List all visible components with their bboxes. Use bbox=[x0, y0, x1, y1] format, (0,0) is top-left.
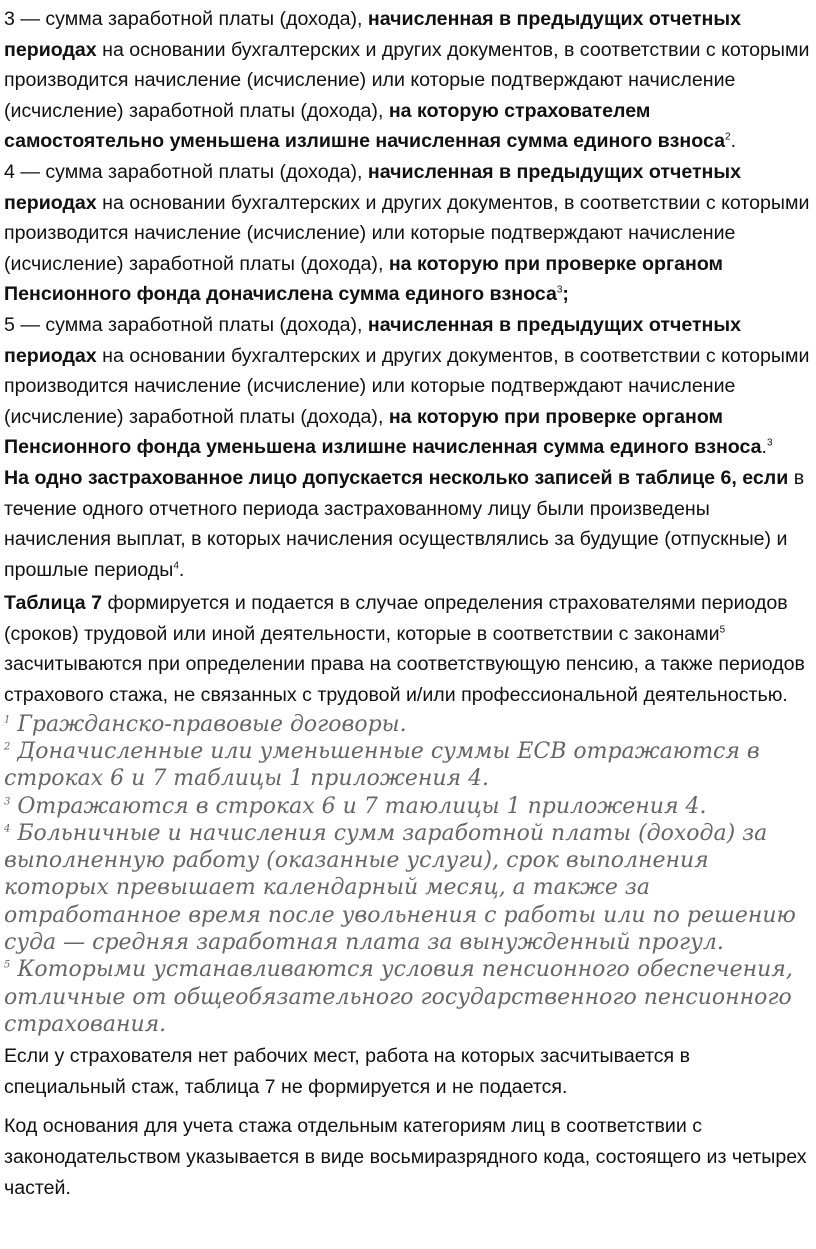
paragraph-multiple-records bbox=[4, 463, 812, 585]
footnote-number: 1 bbox=[4, 714, 11, 726]
text: формируется и подается в случае определения страхователями периодов (сроков) трудовой или иной деятельности, которые в соответствии с законами bbox=[4, 592, 788, 645]
text: на основании бухгалтерских и других документов, в соответствии с которыми производится начисление (исчисление) или которые подтверждают начисление (исчисление) заработной платы (дохода), bbox=[4, 38, 810, 122]
bold-text: начисленная в предыдущих отчетных периодах bbox=[4, 8, 742, 61]
text: 5 — сумма заработной платы (дохода), bbox=[4, 313, 368, 336]
footnote-number: 5 bbox=[4, 960, 11, 971]
paragraph-code-5 bbox=[4, 310, 812, 463]
text: на основании бухгалтерских и других документов, в соответствии с которыми производится начисление (исчисление) или которые подтверждают начисление (исчисление) заработной платы (дохода), bbox=[4, 191, 810, 275]
footnote-ref: 2 bbox=[725, 131, 731, 143]
bold-text: на которую страхователем самостоятельно уменьшена излишне начисленная сумма единого взноса bbox=[4, 99, 725, 153]
text: засчитываются при определении права на соответствующую пенсию, а также периодов страхового стажа, не связанных с трудовой и/или профессиональной деятельностью. bbox=[4, 653, 805, 707]
footnote-number: 4 bbox=[4, 823, 11, 835]
text: . bbox=[761, 436, 767, 459]
footnote-text: Отражаются в строках 6 и 7 таюлицы 1 приложения 4. bbox=[10, 793, 707, 819]
footnote-text: Гражданско-правовые договоры. bbox=[10, 711, 407, 737]
footnote-number: 2 bbox=[4, 741, 11, 753]
footnote-3 bbox=[4, 793, 812, 820]
paragraph-code-3 bbox=[4, 4, 812, 157]
footnote-1 bbox=[4, 711, 812, 738]
bold-text: на которую при проверке органом Пенсионного фонда доначислена сумма единого взноса bbox=[4, 252, 724, 306]
footnote-5 bbox=[4, 956, 812, 1038]
bold-text: На одно застрахованное лицо допускается несколько записей в таблице 6, если bbox=[4, 466, 789, 489]
paragraph-code-4 bbox=[4, 157, 812, 310]
footnote-text: Доначисленные или уменьшенные суммы ЕСВ отражаются в строках 6 и 7 таблицы 1 приложения 4. bbox=[4, 738, 760, 792]
text: в течение одного отчетного периода застрахованному лицу были произведены начисления выплат, в которых начисления осуществлялись за будущие (отпускные) и прошлые периоды bbox=[4, 466, 805, 581]
text: . bbox=[730, 130, 737, 153]
footnote-ref: 4 bbox=[173, 560, 179, 572]
bold-text: Таблица 7 bbox=[4, 592, 103, 615]
footnote-ref: 3 bbox=[556, 284, 563, 296]
footnote-text: Больничные и начисления сумм заработной платы (дохода) за выполненную работу (оказанные услуги), срок выполнения которых превышает календарный месяц, а также за отработанное время после увольнения с работы или по решению суда — средняя заработная плата за вынужденный прогул. bbox=[4, 820, 796, 956]
text: 4 — сумма заработной платы (дохода), bbox=[4, 160, 368, 183]
footnote-number: 3 bbox=[4, 796, 11, 808]
paragraph-code-basis: Код основания для учета стажа отдельным категориям лиц в соответствии с законодательством указывается в виде восьмиразрядного кода, состоящего из четырех частей. bbox=[4, 1115, 807, 1199]
bold-text: на которую при проверке органом Пенсионного фонда уменьшена излишне начисленная сумма единого взноса bbox=[4, 405, 762, 459]
paragraph-table-7 bbox=[4, 588, 812, 710]
footnote-ref: 5 bbox=[719, 624, 726, 636]
text: . bbox=[178, 558, 185, 581]
text: 3 — сумма заработной платы (дохода), bbox=[4, 8, 368, 30]
bold-text: начисленная в предыдущих отчетных периодах bbox=[4, 160, 742, 214]
footnote-2 bbox=[4, 738, 812, 793]
bold-text: начисленная в предыдущих отчетных периодах bbox=[4, 313, 742, 367]
footnote-4 bbox=[4, 820, 812, 956]
footnotes-block bbox=[4, 711, 812, 1039]
paragraph-no-workplaces: Если у страхователя нет рабочих мест, работа на которых засчитывается в специальный стаж, таблица 7 не формируется и не подается. bbox=[4, 1045, 690, 1098]
footnote-text: Которыми устанавливаются условия пенсионного обеспечения, отличные от общеобязательного государственного пенсионного страхования. bbox=[4, 957, 793, 1037]
bold-text: ; bbox=[562, 283, 569, 306]
text: на основании бухгалтерских и других документов, в соответствии с которыми производится начисление (исчисление) или которые подтверждают начисление (исчисление) заработной платы (дохода), bbox=[4, 344, 810, 428]
footnote-ref: 3 bbox=[767, 437, 773, 449]
